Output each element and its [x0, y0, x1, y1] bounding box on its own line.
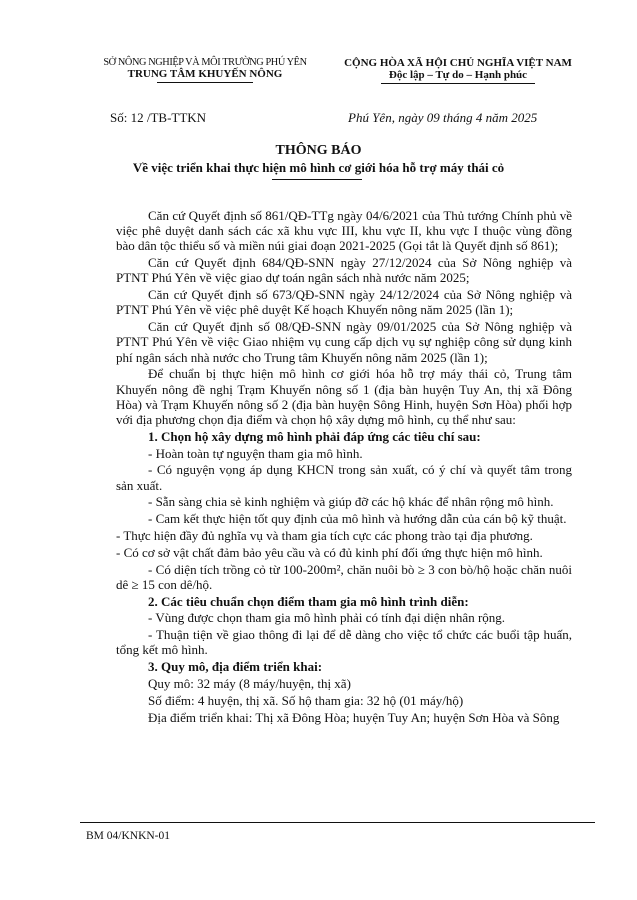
criteria-item: - Có cơ sở vật chất đảm bảo yêu cầu và có đủ kinh phí đối ứng thực hiện mô hình. — [116, 544, 543, 560]
criteria-item: - Hoàn toàn tự nguyện tham gia mô hình. — [148, 445, 363, 461]
subtitle-underline — [272, 179, 362, 180]
national-title: CỘNG HÒA XÃ HỘI CHỦ NGHĨA VIỆT NAM — [344, 57, 572, 69]
place-and-date: Phú Yên, ngày 09 tháng 4 năm 2025 — [348, 110, 538, 125]
scale-item: Quy mô: 32 máy (8 máy/huyện, thị xã) — [148, 675, 351, 691]
form-code: BM 04/KNKN-01 — [86, 830, 171, 842]
agency-name: TRUNG TÂM KHUYẾN NÔNG — [127, 68, 283, 80]
document-body — [116, 208, 572, 726]
standard-item: - Vùng được chọn tham gia mô hình phải có tính đại diện nhân rộng. — [148, 610, 506, 626]
section-heading-1: 1. Chọn hộ xây dựng mô hình phải đáp ứng các tiêu chí sau: — [148, 428, 481, 444]
agency-underline — [157, 82, 253, 83]
parent-agency-name: SỞ NÔNG NGHIỆP VÀ MÔI TRƯỜNG PHÚ YÊN — [103, 57, 307, 68]
legal-basis-paragraph: Căn cứ Quyết định số 08/QĐ-SNN ngày 09/01/2025 của Sở Nông nghiệp và PTNT Phú Yên về việc Giao nhiệm vụ cung cấp dịch vụ sự nghiệp công sử dụng kinh phí ngân sách nhà nước cho Trung tâm Khuyến nông năm 2025 (lần 1); — [116, 319, 572, 365]
legal-basis-paragraph: Căn cứ Quyết định số 861/QĐ-TTg ngày 04/6/2021 của Thủ tướng Chính phủ về việc phê duyệt danh sách các xã khu vực III, khu vực II, khu vực I thuộc vùng đồng bào dân tộc thiểu số và miền núi giai đoạn 2021-2025 (Gọi tắt là Quyết định số 861); — [116, 208, 572, 254]
criteria-item: - Sẵn sàng chia sẻ kinh nghiệm và giúp đỡ các hộ khác để nhân rộng mô hình. — [148, 494, 554, 510]
criteria-item: - Cam kết thực hiện tốt quy định của mô hình và hướng dẫn của cán bộ kỹ thuật. — [148, 511, 567, 527]
criteria-item: - Thực hiện đầy đủ nghĩa vụ và tham gia tích cực các phong trào tại địa phương. — [116, 528, 533, 543]
scale-item: Số điểm: 4 huyện, thị xã. Số hộ tham gia: 32 hộ (01 máy/hộ) — [148, 692, 464, 708]
criteria-item: - Có diện tích trồng cỏ từ 100-200m², chăn nuôi bò ≥ 3 con bò/hộ hoặc chăn nuôi dê ≥ 15 con dê/hộ. — [116, 561, 572, 592]
footer-divider — [80, 822, 595, 823]
document-title: THÔNG BÁO — [275, 143, 362, 158]
motto-underline — [381, 83, 535, 84]
purpose-paragraph: Để chuẩn bị thực hiện mô hình cơ giới hóa hỗ trợ máy thái cỏ, Trung tâm Khuyến nông đề nghị Trạm Khuyến nông số 1 (địa bàn huyện Tuy An, thị xã Đông Hòa) và Trạm Khuyến nông số 2 (địa bàn huyện Sông Hinh, huyện Sơn Hòa) phối hợp với địa phương chọn địa điểm và chọn hộ xây dựng mô hình, cụ thể như sau: — [116, 366, 572, 428]
document-number: Số: 12 /TB-TTKN — [110, 110, 207, 125]
issuing-agency-block — [80, 57, 330, 83]
criteria-item: - Có nguyện vọng áp dụng KHCN trong sản xuất, có ý chí và quyết tâm trong sản xuất. — [116, 462, 572, 493]
scale-item: Địa điểm triển khai: Thị xã Đông Hòa; huyện Tuy An; huyện Sơn Hòa và Sông — [148, 709, 560, 725]
section-heading-3: 3. Quy mô, địa điểm triển khai: — [148, 659, 323, 675]
legal-basis-paragraph: Căn cứ Quyết định số 673/QĐ-SNN ngày 24/12/2024 của Sở Nông nghiệp và PTNT Phú Yên về việc phê duyệt Kế hoạch Khuyến nông năm 2025 (lần 1); — [116, 287, 572, 318]
section-heading-2: 2. Các tiêu chuẩn chọn điểm tham gia mô hình trình diễn: — [148, 593, 469, 609]
standard-item: - Thuận tiện về giao thông đi lại để dễ dàng cho việc tổ chức các buổi tập huấn, tổng kết mô hình. — [116, 627, 572, 658]
national-motto: Độc lập – Tự do – Hạnh phúc — [388, 69, 528, 81]
legal-basis-paragraph: Căn cứ Quyết định 684/QĐ-SNN ngày 27/12/2024 của Sở Nông nghiệp và PTNT Phú Yên về việc giao dự toán ngân sách nhà nước năm 2025; — [116, 255, 572, 286]
document-subtitle: Về việc triển khai thực hiện mô hình cơ giới hóa hỗ trợ máy thái cỏ — [132, 160, 505, 175]
national-header-block — [333, 57, 583, 84]
